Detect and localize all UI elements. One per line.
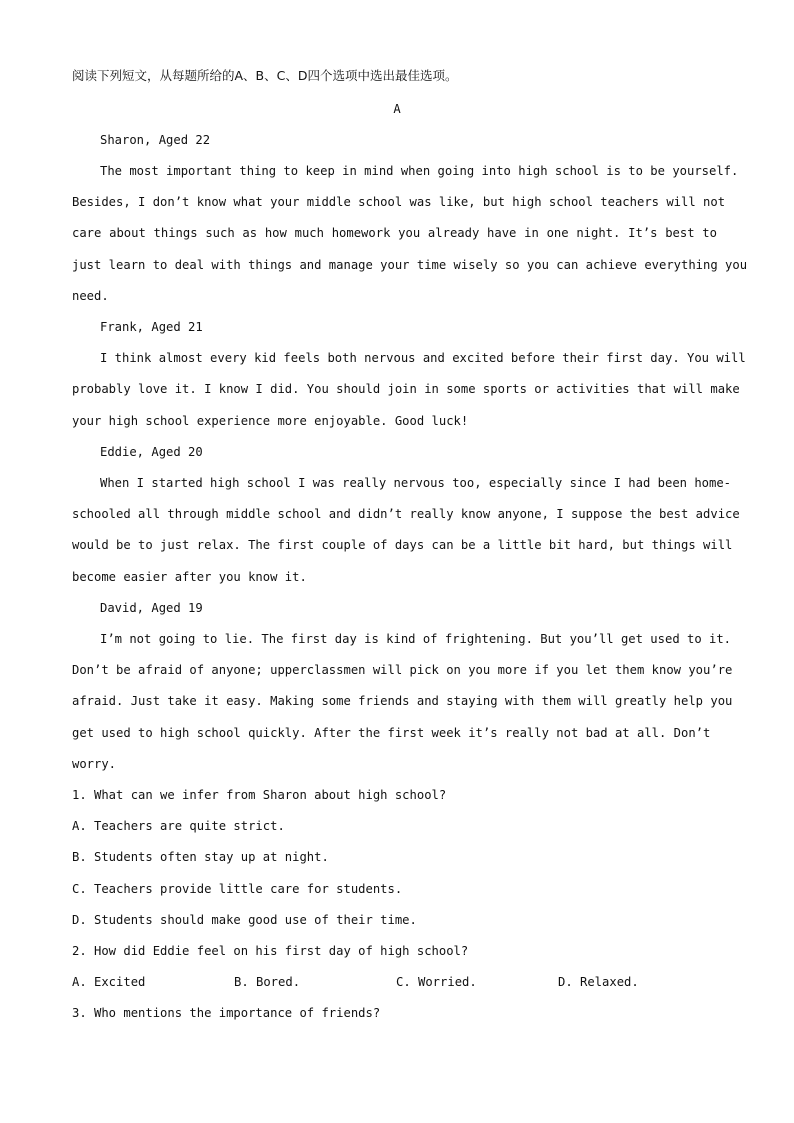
passage-line: Don’t be afraid of anyone; upperclassmen will pick on you more if you let them know you’re [72, 663, 733, 677]
answer-option-b[interactable]: B. Students often stay up at night. [72, 850, 329, 864]
passage-line: need. [72, 289, 109, 303]
passage-line: get used to high school quickly. After the first week it’s really not bad at all. Don’t [72, 726, 711, 740]
passage-line: When I started high school I was really nervous too, especially since I had been home- [100, 476, 732, 490]
passage-line: care about things such as how much homework you already have in one night. It’s best to [72, 226, 717, 240]
section-label: A [393, 102, 401, 116]
question-stem: 1. What can we infer from Sharon about high school? [72, 788, 447, 802]
question-stem: 3. Who mentions the importance of friends? [72, 1006, 381, 1020]
instruction: 阅读下列短文，从每题所给的A、B、C、D四个选项中选出最佳选项。 [72, 68, 458, 83]
passage-author: Sharon, Aged 22 [100, 133, 211, 147]
answer-option-d[interactable]: D. Relaxed. [558, 975, 639, 989]
passage-line: schooled all through middle school and didn’t really know anyone, I suppose the best advice [72, 507, 740, 521]
passage-author: Eddie, Aged 20 [100, 445, 203, 459]
answer-option-b[interactable]: B. Bored. [234, 975, 301, 989]
passage-line: Besides, I don’t know what your middle school was like, but high school teachers will not [72, 195, 726, 209]
passage-line: probably love it. I know I did. You should join in some sports or activities that will make [72, 382, 740, 396]
question-stem: 2. How did Eddie feel on his first day of high school? [72, 944, 469, 958]
passage-line: would be to just relax. The first couple of days can be a little bit hard, but things will [72, 538, 733, 552]
passage-author: Frank, Aged 21 [100, 320, 203, 334]
answer-option-a[interactable]: A. Teachers are quite strict. [72, 819, 285, 833]
passage-line: The most important thing to keep in mind when going into high school is to be yourself. [100, 164, 739, 178]
passage-line: afraid. Just take it easy. Making some friends and staying with them will greatly help you [72, 694, 733, 708]
passage-line: become easier after you know it. [72, 570, 307, 584]
answer-option-c[interactable]: C. Teachers provide little care for students. [72, 882, 403, 896]
passage-line: worry. [72, 757, 117, 771]
answer-option-a[interactable]: A. Excited [72, 975, 146, 989]
passage-line: I think almost every kid feels both nervous and excited before their first day. You will [100, 351, 746, 365]
passage-line: your high school experience more enjoyable. Good luck! [72, 414, 469, 428]
passage-author: David, Aged 19 [100, 601, 203, 615]
answer-option-c[interactable]: C. Worried. [396, 975, 477, 989]
answer-option-d[interactable]: D. Students should make good use of their time. [72, 913, 417, 927]
passage-line: just learn to deal with things and manage your time wisely so you can achieve everything you [72, 258, 748, 272]
passage-line: I’m not going to lie. The first day is kind of frightening. But you’ll get used to it. [100, 632, 732, 646]
